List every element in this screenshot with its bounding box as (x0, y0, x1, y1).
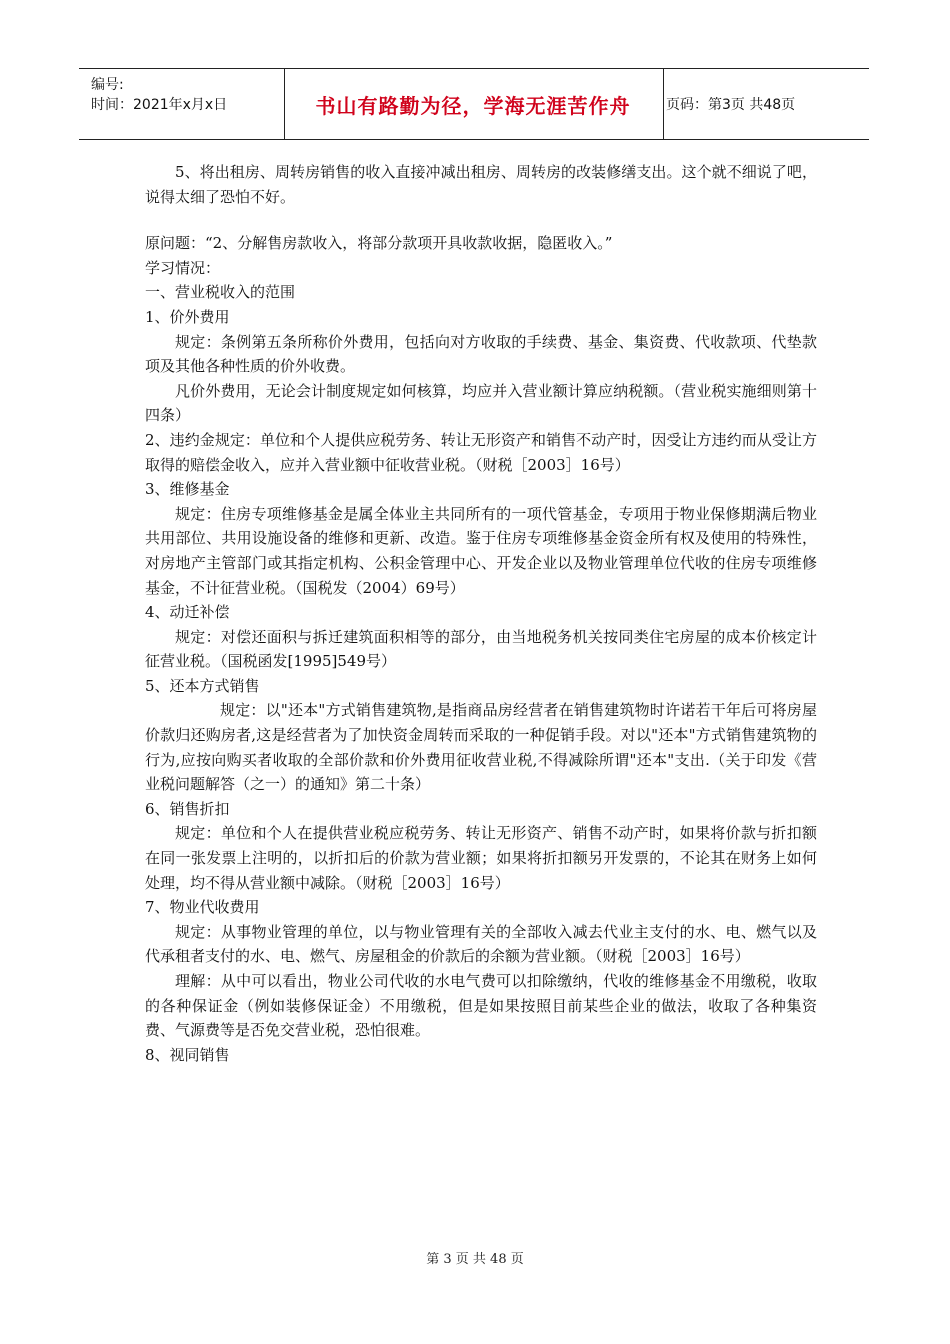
header-meta (91, 75, 281, 115)
serial-label: 编号: (91, 77, 124, 93)
paragraph: 5、还本方式销售 (145, 676, 260, 695)
paragraph: 学习情况： (145, 258, 221, 277)
paragraph: 规定：从事物业管理的单位，以与物业管理有关的全部收入减去代业主支付的水、电、燃气以及代承租者支付的水、电、燃气、房屋租金的价款后的余额为营业额。（财税［2003］16号） (145, 922, 817, 966)
paragraph: 规定：单位和个人在提供营业税应税劳务、转让无形资产、销售不动产时，如果将价款与折扣额在同一张发票上注明的，以折扣后的价款为营业额；如果将折扣额另开发票的，不论其在财务上如何处理，均不得从营业额中减除。（财税［2003］16号） (145, 824, 817, 892)
paragraph: 凡价外费用，无论会计制度规定如何核算，均应并入营业额计算应纳税额。（营业税实施细则第十四条） (145, 381, 817, 425)
paragraph: 规定：条例第五条所称价外费用，包括向对方收取的手续费、基金、集资费、代收款项、代垫款项及其他各种性质的价外收费。 (145, 332, 817, 376)
paragraph: 原问题：“2、分解售房款收入，将部分款项开具收款收据，隐匿收入。” (145, 234, 613, 253)
paragraph-gap (145, 209, 817, 231)
header-motto: 书山有路勤为径，学海无涯苦作舟 (315, 93, 631, 118)
paragraph: 理解：从中可以看出，物业公司代收的水电气费可以扣除缴纳，代收的维修基金不用缴税，收取的各种保证金（例如装修保证金）不用缴税，但是如果按照目前某些企业的做法，收取了各种集资费、气源费等是否免交营业税，恐怕很难。 (145, 972, 817, 1040)
paragraph: 规定：住房专项维修基金是属全体业主共同所有的一项代管基金，专项用于物业保修期满后物业共用部位、共用设施设备的维修和更新、改造。鉴于住房专项维修基金资金所有权及使用的特殊性，对房地产主管部门或其指定机构、公积金管理中心、开发企业以及物业管理单位代收的住房专项维修基金，不计征营业税。（国税发（2004）69号） (145, 504, 817, 597)
paragraph: 7、物业代收费用 (145, 898, 260, 917)
paragraph: 3、维修基金 (145, 480, 230, 499)
paragraph: 6、销售折扣 (145, 799, 230, 818)
header-page-info: 页码：第3页 共48页 (666, 97, 796, 113)
paragraph: 规定：对偿还面积与拆迁建筑面积相等的部分，由当地税务机关按同类住宅房屋的成本价核定计征营业税。（国税函发[1995]549号） (145, 627, 817, 671)
page-header (79, 68, 869, 140)
paragraph: 规定：以"还本"方式销售建筑物,是指商品房经营者在销售建筑物时许诺若干年后可将房屋价款归还购房者,这是经营者为了加快资金周转而采取的一种促销手段。对以"还本"方式销售建筑物的行为,应按向购买者收取的全部价款和价外费用征收营业税,不得减除所谓"还本"支出.（关于印发《营业税问题解答（之一）的通知》第二十条） (145, 701, 817, 794)
paragraph: 4、动迁补偿 (145, 603, 230, 622)
document-body (145, 160, 817, 1067)
paragraph: 2、违约金规定：单位和个人提供应税劳务、转让无形资产和销售不动产时，因受让方违约而从受让方取得的赔偿金收入，应并入营业额中征收营业税。（财税［2003］16号） (145, 430, 817, 474)
paragraph: 一、营业税收入的范围 (145, 283, 296, 302)
paragraph: 1、价外费用 (145, 307, 230, 326)
time-label: 时间：2021年x月x日 (91, 97, 228, 113)
paragraph: 5、将出租房、周转房销售的收入直接冲减出租房、周转房的改装修缮支出。这个就不细说了吧，说得太细了恐怕不好。 (145, 163, 817, 206)
paragraph: 8、视同销售 (145, 1045, 230, 1064)
page-footer: 第 3 页 共 48 页 (426, 1252, 524, 1267)
